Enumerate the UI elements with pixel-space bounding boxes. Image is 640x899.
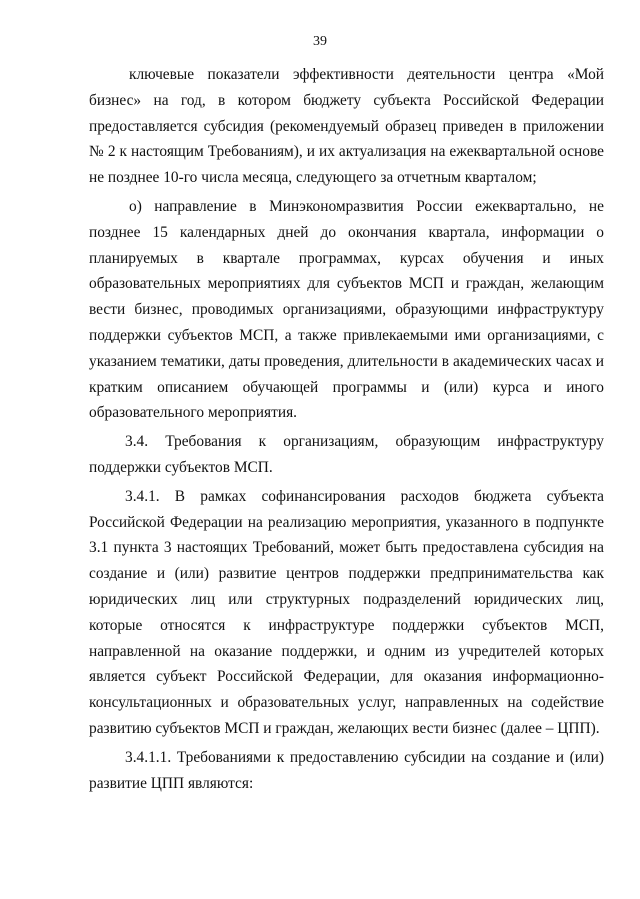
page-number: 39 <box>313 34 327 49</box>
paragraph-item-o: о) направление в Минэкономразвития России ежеквартально, не позднее 15 календарных дней до окончания квартала, информации о планируемых в квартале программах, курсах обучения и иных образовательных мероприятиях для субъектов МСП и граждан, желающим вести бизнес, проводимых организациями, образующими инфраструктуру поддержки субъектов МСП, а также привлекаемыми ими организациями, с указанием тематики, даты проведения, длительности в академических часах и кратким описанием обучающей программы и (или) курса и иного образовательного мероприятия. <box>89 197 604 422</box>
paragraph-section-3-4-1: 3.4.1. В рамках софинансирования расходов бюджета субъекта Российской Федерации на реализацию мероприятия, указанного в подпункте 3.1 пункта 3 настоящих Требований, может быть предоставлена субсидия на создание и (или) развитие центров поддержки предпринимательства как юридических лиц или структурных подразделений юридических лиц, которые относятся к инфраструктуре поддержки субъектов МСП, направленной на оказание поддержки, и одним из учредителей которых является субъект Российской Федерации, для оказания информационно-консультационных и образовательных услуг, направленных на содействие развитию субъектов МСП и граждан, желающих вести бизнес (далее – ЦПП). <box>89 487 604 737</box>
document-body <box>89 62 604 796</box>
paragraph-section-3-4: 3.4. Требования к организациям, образующим инфраструктуру поддержки субъектов МСП. <box>89 433 604 476</box>
paragraph-key-indicators: ключевые показатели эффективности деятельности центра «Мой бизнес» на год, в котором бюджету субъекта Российской Федерации предоставляется субсидия (рекомендуемый образец приведен в приложении № 2 к настоящим Требованиям), и их актуализация на ежеквартальной основе не позднее 10-го числа месяца, следующего за отчетным кварталом; <box>89 66 604 187</box>
paragraph-section-3-4-1-1: 3.4.1.1. Требованиями к предоставлению субсидии на создание и (или) развитие ЦПП являются: <box>89 748 604 792</box>
